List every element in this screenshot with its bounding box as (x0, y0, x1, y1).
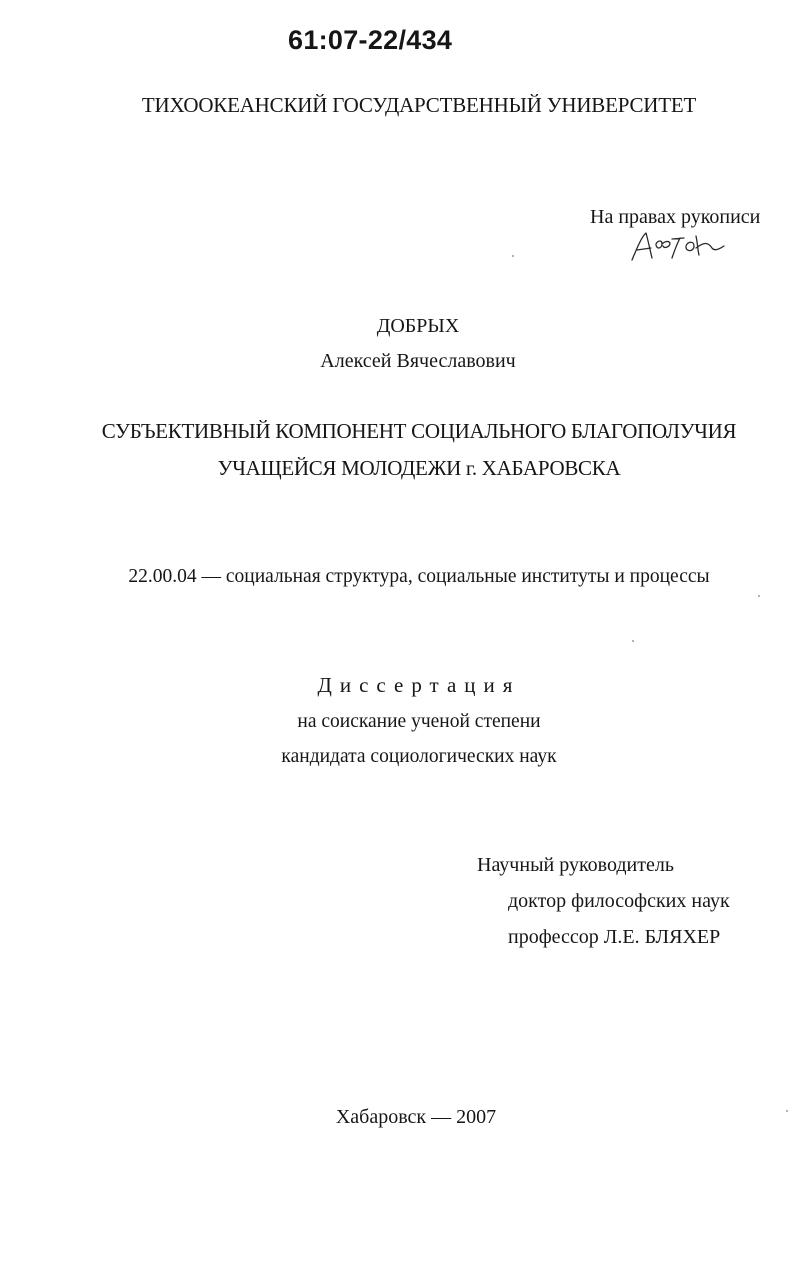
scan-speck (512, 255, 514, 257)
manuscript-rights-note: На правах рукописи (590, 206, 761, 228)
author-given-names: Алексей Вячеславович (320, 350, 516, 372)
specialty-code: 22.00.04 — социальная структура, социальные институты и процессы (128, 566, 710, 587)
record-number: 61:07-22/434 (288, 25, 453, 55)
dissertation-title-line-1: СУБЪЕКТИВНЫЙ КОМПОНЕНТ СОЦИАЛЬНОГО БЛАГОПОЛУЧИЯ (101, 419, 737, 443)
author-signature (628, 228, 728, 266)
university-name: ТИХООКЕАНСКИЙ ГОСУДАРСТВЕННЫЙ УНИВЕРСИТЕТ (141, 93, 697, 117)
degree-line-2: кандидата социологических наук (281, 746, 557, 767)
degree-line-1: на соискание ученой степени (297, 711, 541, 732)
author-surname: ДОБРЫХ (376, 315, 460, 337)
dissertation-title-line-2: УЧАЩЕЙСЯ МОЛОДЕЖИ г. ХАБАРОВСКА (217, 456, 621, 480)
place-and-year: Хабаровск — 2007 (335, 1106, 497, 1128)
scan-speck (758, 595, 760, 597)
scan-speck (786, 1110, 788, 1112)
advisor-degree: доктор философских наук (508, 890, 730, 912)
work-type-label: Диссертация (317, 673, 521, 697)
scan-speck (632, 640, 634, 642)
advisor-label: Научный руководитель (477, 854, 674, 876)
advisor-name: профессор Л.Е. БЛЯХЕР (508, 926, 721, 948)
